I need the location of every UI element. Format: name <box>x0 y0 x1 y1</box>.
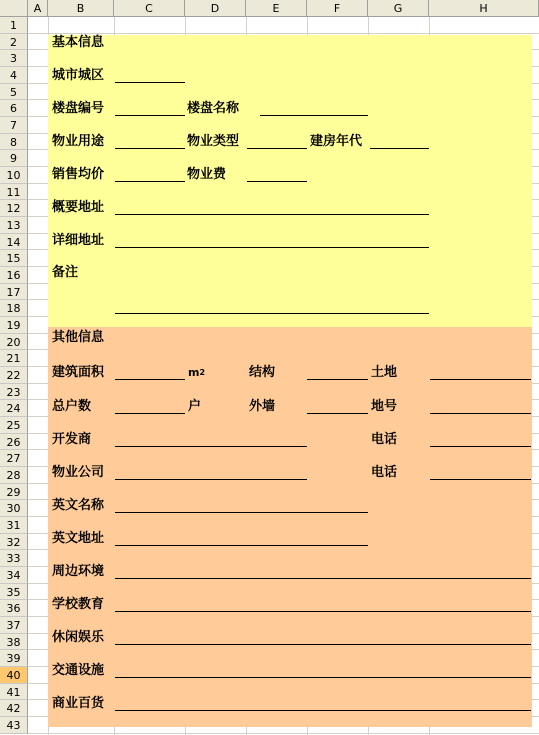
structure-field[interactable] <box>307 379 368 380</box>
column-header-a[interactable]: A <box>28 0 48 17</box>
row-header-29[interactable]: 29 <box>0 484 28 500</box>
property-type-field[interactable] <box>247 148 307 149</box>
commerce-label: 商业百货 <box>52 696 105 711</box>
average-price-field[interactable] <box>115 181 185 182</box>
exterior-wall-field[interactable] <box>307 413 368 414</box>
row-header-19[interactable]: 19 <box>0 317 28 334</box>
row-header-31[interactable]: 31 <box>0 517 28 534</box>
row-header-7[interactable]: 7 <box>0 117 28 134</box>
row-header-43[interactable]: 43 <box>0 717 28 734</box>
city-district-label: 城市城区 <box>52 68 105 83</box>
property-company-phone-label: 电话 <box>371 465 398 480</box>
column-header-c[interactable]: C <box>114 0 185 17</box>
row-header-8[interactable]: 8 <box>0 134 28 150</box>
row-header-13[interactable]: 13 <box>0 217 28 234</box>
column-header-d[interactable]: D <box>185 0 246 17</box>
land-field[interactable] <box>430 379 531 380</box>
row-gridline <box>28 733 539 734</box>
building-number-field[interactable] <box>115 115 185 116</box>
surroundings-field[interactable] <box>115 578 531 579</box>
developer-phone-field[interactable] <box>430 446 531 447</box>
select-all-corner[interactable] <box>0 0 28 17</box>
households-unit: 户 <box>188 399 202 414</box>
property-fee-label: 物业费 <box>187 167 227 182</box>
property-fee-field[interactable] <box>247 181 307 182</box>
column-header-f[interactable]: F <box>307 0 368 17</box>
row-header-16[interactable]: 16 <box>0 267 28 284</box>
row-header-12[interactable]: 12 <box>0 200 28 217</box>
row-header-32[interactable]: 32 <box>0 534 28 550</box>
row-header-35[interactable]: 35 <box>0 584 28 600</box>
property-usage-field[interactable] <box>115 148 185 149</box>
floor-area-unit: $m^2$ <box>188 366 206 379</box>
city-district-field[interactable] <box>115 82 185 83</box>
commerce-field[interactable] <box>115 710 531 711</box>
row-header-42[interactable]: 42 <box>0 700 28 717</box>
row-header-6[interactable]: 6 <box>0 100 28 117</box>
row-header-36[interactable]: 36 <box>0 600 28 617</box>
surroundings-label: 周边环境 <box>52 564 105 579</box>
english-name-field[interactable] <box>115 512 368 513</box>
school-education-field[interactable] <box>115 611 531 612</box>
households-field[interactable] <box>115 413 185 414</box>
property-usage-label: 物业用途 <box>52 134 105 149</box>
property-company-label: 物业公司 <box>52 465 105 480</box>
row-header-27[interactable]: 27 <box>0 450 28 467</box>
summary-address-label: 概要地址 <box>52 200 105 215</box>
row-header-41[interactable]: 41 <box>0 684 28 700</box>
property-company-phone-field[interactable] <box>430 479 531 480</box>
row-header-37[interactable]: 37 <box>0 617 28 634</box>
row-header-18[interactable]: 18 <box>0 300 28 317</box>
row-header-11[interactable]: 11 <box>0 184 28 200</box>
row-header-21[interactable]: 21 <box>0 350 28 367</box>
english-name-label: 英文名称 <box>52 498 105 513</box>
land-label: 土地 <box>371 365 398 380</box>
row-header-2[interactable]: 2 <box>0 34 28 50</box>
leisure-label: 休闲娱乐 <box>52 630 105 645</box>
row-header-39[interactable]: 39 <box>0 650 28 667</box>
row-header-10[interactable]: 10 <box>0 167 28 184</box>
lot-number-field[interactable] <box>430 413 531 414</box>
households-label: 总户数 <box>52 399 92 414</box>
transport-field[interactable] <box>115 677 531 678</box>
row-header-33[interactable]: 33 <box>0 550 28 567</box>
row-header-23[interactable]: 23 <box>0 384 28 400</box>
row-header-30[interactable]: 30 <box>0 500 28 517</box>
row-header-1[interactable]: 1 <box>0 17 28 34</box>
row-header-9[interactable]: 9 <box>0 150 28 167</box>
column-header-h[interactable]: H <box>429 0 539 17</box>
property-company-field[interactable] <box>115 479 307 480</box>
row-header-22[interactable]: 22 <box>0 367 28 384</box>
lot-number-label: 地号 <box>371 399 398 414</box>
row-header-14[interactable]: 14 <box>0 234 28 250</box>
row-header-26[interactable]: 26 <box>0 434 28 450</box>
column-header-b[interactable]: B <box>48 0 114 17</box>
building-number-label: 楼盘编号 <box>52 101 105 116</box>
property-type-label: 物业类型 <box>187 134 240 149</box>
structure-label: 结构 <box>249 365 276 380</box>
basic-info-title: 基本信息 <box>52 35 105 50</box>
detail-address-field[interactable] <box>115 247 429 248</box>
notes-field[interactable] <box>115 313 429 314</box>
floor-area-field[interactable] <box>115 379 185 380</box>
floor-area-label: 建筑面积 <box>52 365 105 380</box>
notes-label: 备注 <box>52 265 79 280</box>
build-year-label: 建房年代 <box>310 134 363 149</box>
column-header-g[interactable]: G <box>368 0 429 17</box>
summary-address-field[interactable] <box>115 214 429 215</box>
row-header-25[interactable]: 25 <box>0 417 28 434</box>
other-info-section <box>48 327 532 727</box>
column-header-e[interactable]: E <box>246 0 307 17</box>
other-info-title: 其他信息 <box>52 330 105 345</box>
leisure-field[interactable] <box>115 644 531 645</box>
school-education-label: 学校教育 <box>52 597 105 612</box>
row-header-28[interactable]: 28 <box>0 467 28 484</box>
building-name-field[interactable] <box>260 115 368 116</box>
row-header-34[interactable]: 34 <box>0 567 28 584</box>
building-name-label: 楼盘名称 <box>187 101 240 116</box>
row-header-24[interactable]: 24 <box>0 400 28 417</box>
developer-field[interactable] <box>115 446 307 447</box>
row-header-4[interactable]: 4 <box>0 67 28 84</box>
average-price-label: 销售均价 <box>52 167 105 182</box>
row-header-20[interactable]: 20 <box>0 334 28 350</box>
detail-address-label: 详细地址 <box>52 233 105 248</box>
row-gridline <box>28 33 539 34</box>
exterior-wall-label: 外墙 <box>249 399 276 414</box>
developer-phone-label: 电话 <box>371 432 398 447</box>
row-header-17[interactable]: 17 <box>0 284 28 300</box>
row-header-38[interactable]: 38 <box>0 634 28 650</box>
developer-label: 开发商 <box>52 432 92 447</box>
row-header-3[interactable]: 3 <box>0 50 28 67</box>
row-header-40[interactable]: 40 <box>0 667 28 684</box>
english-address-label: 英文地址 <box>52 531 105 546</box>
build-year-field[interactable] <box>370 148 429 149</box>
transport-label: 交通设施 <box>52 663 105 678</box>
row-header-5[interactable]: 5 <box>0 84 28 100</box>
english-address-field[interactable] <box>115 545 368 546</box>
row-header-15[interactable]: 15 <box>0 250 28 267</box>
